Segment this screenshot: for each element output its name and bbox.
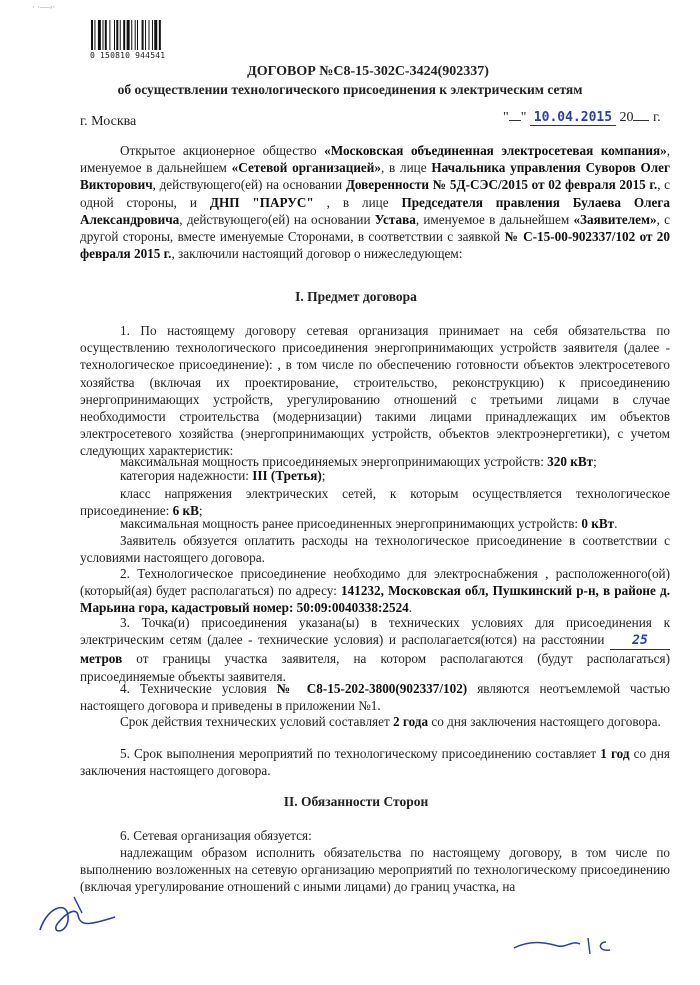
- barcode-bar: [159, 20, 161, 50]
- date-year-prefix: 20: [619, 110, 634, 125]
- barcode-bar: [91, 20, 93, 50]
- barcode-bar: [123, 20, 125, 50]
- barcode-bar: [105, 20, 107, 50]
- power-of-attorney: Доверенности № 5Д-СЭС/2015 от 02 февраля 2015 г.: [345, 177, 658, 193]
- distance-unit: метров: [80, 651, 123, 667]
- section-1-heading: I. Предмет договора: [295, 289, 417, 304]
- prev-power-line: максимальная мощность ранее присоединенных энергопринимающих устройств: 0 кВт.: [120, 516, 618, 531]
- payment-paragraph: Заявитель обязуется оплатить расходы на технологическое присоединение в соответствии с условиями настоящего договора.: [80, 533, 670, 566]
- network-org-term: «Сетевой организацией»: [231, 160, 381, 176]
- paragraph-3: 3. Точка(и) присоединения указана(ы) в технических условиях для присоединения к электрическим сетям (далее - технические условия) и располагается(ются) на расстоянии 25 метров от границы участка заявителя, на котором располагаются (будут располагаться) присоединяемые объекты заявителя.: [80, 615, 670, 684]
- intro-paragraph: Открытое акционерное общество «Московская объединенная электросетевая компания», именуемое в дальнейшем «Сетевой организацией», в лице Начальника управления Суворов Олег Викторович, действующего(ей) на основании Доверенности № 5Д-СЭС/2015 от 02 февраля 2015 г., с одной стороны, и ДНП "ПАРУС" , в лице Председателя правления Булаева Олега Александровича, действующего(ей) на основании Устава, именуемое в дальнейшем «Заявителем», с другой стороны, вместе именуемые Сторонами, в соответствии с заявкой № С-15-00-902337/102 от 20 февраля 2015 г., заключили настоящий договор о нижеследующем:: [80, 143, 671, 262]
- max-power-value: 320 кВт: [547, 454, 594, 469]
- document-title: ДОГОВОР №С8-15-302С-3424(902337): [247, 64, 489, 79]
- object-address: 141232, Московская обл, Пушкинский р-н, в районе д. Марьина гора, кадастровый номер: 50:09:0040338:2524: [80, 583, 671, 616]
- request-number: № С-15-00-902337/102 от 20 февраля 2015 г.: [80, 229, 670, 262]
- barcode-bar: [131, 20, 132, 50]
- barcode-bar: [142, 20, 144, 50]
- barcode-bar: [114, 20, 115, 50]
- barcode-bar: [94, 20, 95, 50]
- barcode-bar: [152, 20, 153, 50]
- paragraph-6a: надлежащим образом исполнить обязательства по настоящему договору, в том числе по выполнению возложенных на сетевую организацию мероприятий по технологическому присоединению (включая урегулирование отношений с иными лицами) до границ участка, на: [80, 845, 670, 895]
- barcode-bar: [120, 20, 121, 50]
- section-2-heading: II. Обязанности Сторон: [283, 794, 429, 809]
- signature-left: [30, 885, 120, 945]
- city: г. Москва: [80, 114, 137, 129]
- paragraph-4: 4. Технические условия № С8-15-202-3800(902337/102) являются неотъемлемой частью настоящего договора и приведены в приложении №1.: [80, 681, 670, 714]
- barcode-bar: [137, 20, 138, 50]
- reliability-value: III (Третья): [252, 468, 322, 483]
- paragraph-6: 6. Сетевая организация обязуется:: [120, 828, 312, 843]
- date-open-quote: ": [503, 110, 509, 125]
- barcode-bar: [127, 20, 130, 50]
- signature-right: [510, 920, 640, 960]
- term-value: 2 года: [393, 714, 429, 729]
- paragraph-1: 1. По настоящему договору сетевая организация принимает на себя обязательства по осуществлению технологического присоединения энергопринимающих устройств заявителя (далее - технологическое присоединение): , в том числе по обеспечению готовности объектов электросетевого хозяйства (включая их проектирование, строительство, реконструкцию) к присоединению энергопринимающих устройств, урегулированию отношений с третьими лицами в случае необходимости строительства (модернизации) такими лицами принадлежащих им объектов электросетевого хозяйства (энергопринимающих устройств, объектов электроэнергетики), с учетом следующих характеристик:: [80, 323, 670, 459]
- deadline-value: 1 год: [600, 746, 630, 761]
- prev-power-value: 0 кВт: [581, 516, 615, 531]
- top-marks: · ·—◦·: [32, 2, 56, 12]
- barcode-bar: [149, 20, 150, 50]
- barcode-bar: [135, 20, 136, 50]
- company-name: «Московская объединенная электросетевая компания»: [324, 143, 667, 158]
- date-year-suffix: г.: [652, 110, 661, 125]
- date-stamp: 10.04.2015: [530, 110, 616, 126]
- paragraph-2: 2. Технологическое присоединение необходимо для электроснабжения , расположенного(ой) (который(ая) будет располагаться) по адресу: 141232, Московская обл, Пушкинский р-н, в районе д. Марьина гора, кадастровый номер: 50:09:0040338:2524.: [80, 566, 671, 616]
- reliability-line: категория надежности: III (Третья);: [120, 468, 326, 483]
- charter: Устава: [374, 211, 416, 227]
- barcode-bar: [116, 20, 118, 50]
- dnp-name: ДНП "ПАРУС": [209, 194, 314, 210]
- barcode-bar: [98, 20, 101, 50]
- document-subtitle: об осуществлении технологического присоединения к электрическим сетям: [117, 82, 583, 97]
- date-close-quote: ": [520, 110, 527, 125]
- head-name: Начальника управления Суворов Олег Викторович: [80, 160, 670, 193]
- distance-value: 25: [610, 632, 670, 650]
- barcode-bar: [103, 20, 104, 50]
- date-line: [503, 110, 661, 126]
- voltage-line: класс напряжения электрических сетей, к которым осуществляется технологическое присоединение: 6 кВ;: [80, 486, 670, 519]
- barcode-bar: [154, 20, 157, 50]
- barcode-bar: [109, 20, 110, 50]
- barcode-number: 0 150810 944541: [90, 51, 166, 60]
- chairman-name: Председателя правления Булаева Олега Александровича: [80, 194, 670, 227]
- voltage-value: 6 кВ: [172, 503, 199, 519]
- term-paragraph: Срок действия технических условий составляет 2 года со дня заключения настоящего договора.: [120, 714, 661, 729]
- tu-number: № С8-15-202-3800(902337/102): [276, 681, 468, 696]
- paragraph-5: 5. Срок выполнения мероприятий по технологическому присоединению составляет 1 год со дня заключения настоящего договора.: [80, 746, 670, 779]
- max-power-line: максимальная мощность присоединяемых энергопринимающих устройств: 320 кВт;: [120, 454, 597, 469]
- applicant-term: «Заявителем»: [573, 211, 657, 227]
- barcode-bar: [145, 20, 146, 50]
